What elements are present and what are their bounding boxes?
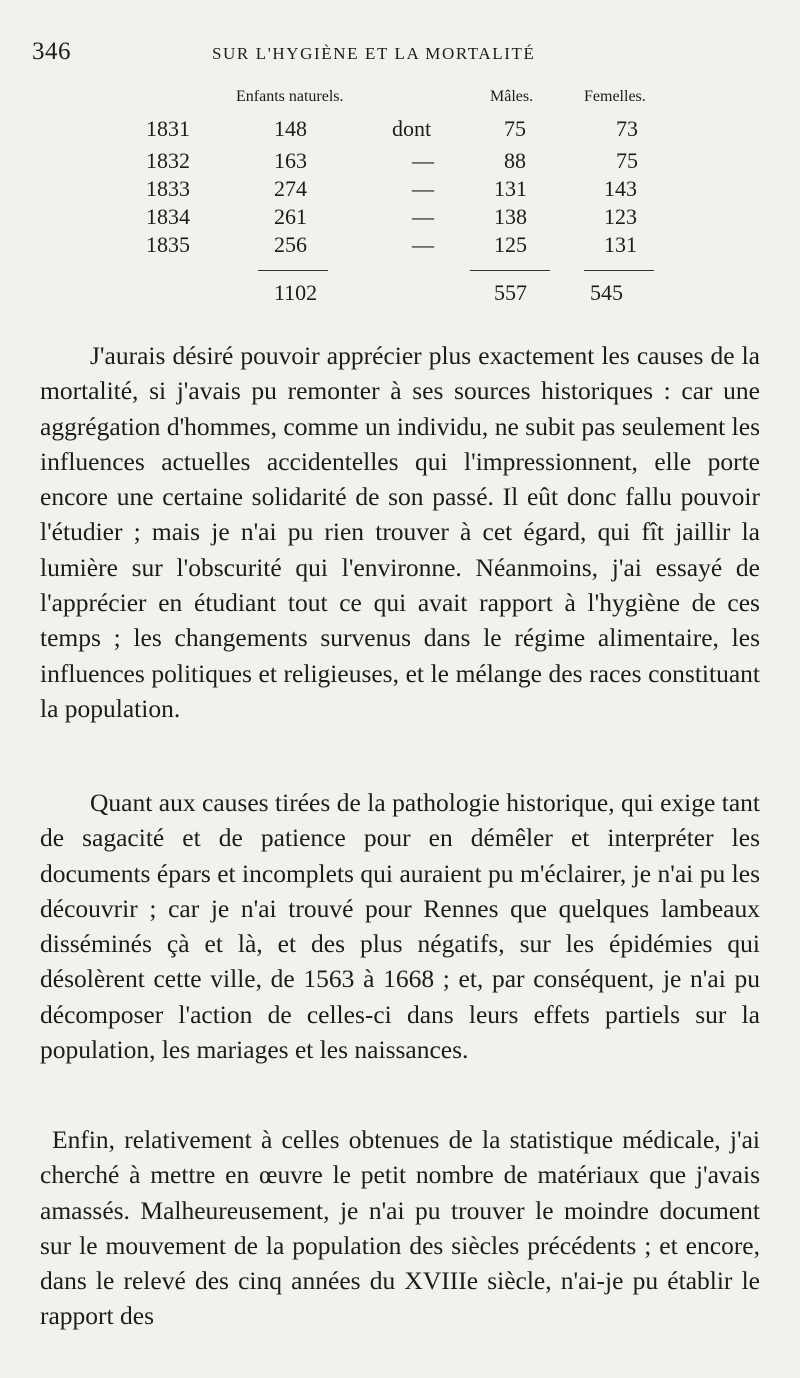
males-cell: 131 bbox=[494, 176, 527, 201]
year-cell: 1831 bbox=[146, 116, 190, 141]
totals-row bbox=[0, 280, 800, 310]
total-males-cell: 557 bbox=[494, 280, 527, 305]
count-cell: 256 bbox=[274, 232, 307, 257]
paragraph: Enfin, relativement à celles obtenues de la statistique médicale, j'ai cherché à mettre en œuvre le petit nombre de matériaux que j'avais amassés. Malheureusement, je n'ai pu trouver le moindre document sur le mouvement de la population des siècles précédents ; et encore, dans le relevé des cinq années du XVIIIe siècle, n'ai-je pu établir le rapport des bbox=[40, 1125, 760, 1331]
sum-rule bbox=[470, 270, 550, 271]
males-cell: 125 bbox=[494, 232, 527, 257]
total-count-cell: 1102 bbox=[274, 280, 318, 305]
separator-cell: — bbox=[412, 148, 434, 173]
column-header-males: Mâles. bbox=[490, 88, 534, 105]
separator-cell: — bbox=[412, 204, 434, 229]
page-number: 346 bbox=[32, 38, 71, 65]
males-cell: 138 bbox=[494, 204, 527, 229]
femelles-cell: 143 bbox=[604, 176, 637, 201]
column-header-femelles: Femelles. bbox=[584, 88, 646, 105]
year-cell: 1833 bbox=[146, 176, 190, 201]
table-row bbox=[0, 204, 800, 234]
paragraph: Quant aux causes tirées de la pathologie historique, qui exige tant de sagacité et de patience pour en démêler et interpréter les documents épars et incomplets qui auraient pu m'éclairer, je n'ai pu les découvrir ; car je n'ai trouvé pour Rennes que quelques lambeaux disséminés çà et là, et des plus négatifs, sur les épidémies qui désolèrent cette ville, de 1563 à 1668 ; et, par conséquent, je n'ai pu décomposer l'action de celles-ci dans leurs effets partiels sur la population, les mariages et les naissances. bbox=[40, 788, 760, 1065]
sum-rule bbox=[584, 270, 654, 271]
separator-cell: — bbox=[412, 176, 434, 201]
year-cell: 1834 bbox=[146, 204, 190, 229]
paragraph: J'aurais désiré pouvoir apprécier plus exactement les causes de la mortalité, si j'avais pu remonter à ses sources historiques : car une aggrégation d'hommes, comme un individu, ne subit pas seulement les influences actuelles accidentelles qui l'impressionnent, elle porte encore une certaine solidarité de son passé. Il eût donc fallu pouvoir l'étudier ; mais je n'ai pu rien trouver à cet égard, qui fît jaillir la lumière sur l'obscurité qui l'environne. Néanmoins, j'ai essayé de l'apprécier en étudiant tout ce qui avait rapport à l'hygiène de ces temps ; les changements survenus dans le régime alimentaire, les influences politiques et religieuses, et le mélange des races constituant la population. bbox=[40, 341, 760, 723]
femelles-cell: 131 bbox=[604, 232, 637, 257]
males-cell: 88 bbox=[504, 148, 526, 173]
table-row bbox=[0, 176, 800, 206]
count-cell: 274 bbox=[274, 176, 307, 201]
males-cell: 75 bbox=[504, 116, 526, 141]
separator-cell: dont bbox=[392, 116, 432, 141]
count-cell: 163 bbox=[274, 148, 307, 173]
sum-rule bbox=[258, 270, 328, 271]
table-row bbox=[0, 232, 800, 262]
femelles-cell: 123 bbox=[604, 204, 637, 229]
total-femelles-cell: 545 bbox=[590, 280, 623, 305]
page-header bbox=[32, 38, 752, 68]
count-cell: 261 bbox=[274, 204, 307, 229]
table-row bbox=[0, 148, 800, 178]
year-cell: 1835 bbox=[146, 232, 190, 257]
table-row bbox=[0, 116, 800, 146]
running-title: SUR L'HYGIÈNE ET LA MORTALITÉ bbox=[212, 44, 536, 63]
column-header-enfants: Enfants naturels. bbox=[236, 88, 344, 105]
femelles-cell: 73 bbox=[616, 116, 638, 141]
year-cell: 1832 bbox=[146, 148, 190, 173]
femelles-cell: 75 bbox=[616, 148, 638, 173]
separator-cell: — bbox=[412, 232, 434, 257]
count-cell: 148 bbox=[274, 116, 307, 141]
